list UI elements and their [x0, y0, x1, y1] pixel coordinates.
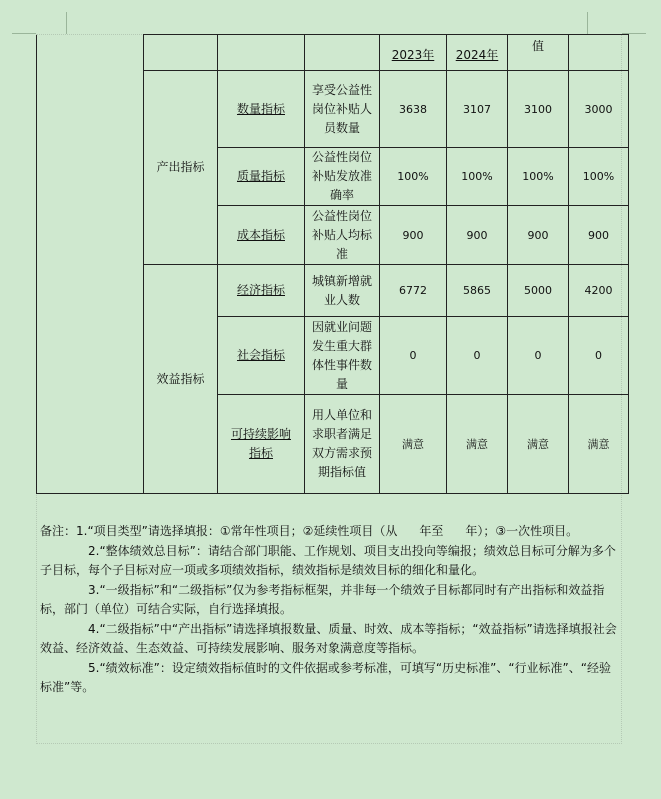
table-header-row: [37, 35, 629, 71]
header-target: 值: [508, 35, 569, 71]
value-target: 5000: [508, 265, 569, 317]
indicator-cell: 公益性岗位补贴发放准确率: [305, 148, 380, 206]
header-2024: 2024年: [447, 35, 508, 71]
indicator-cell: 公益性岗位补贴人均标准: [305, 206, 380, 265]
level2-cell: 社会指标: [218, 317, 305, 395]
indicator-cell: 用人单位和求职者满足双方需求预期指标值: [305, 395, 380, 494]
value-target: 100%: [508, 148, 569, 206]
indicator-cell: 因就业问题发生重大群体性事件数量: [305, 317, 380, 395]
indicator-cell: 城镇新增就业人数: [305, 265, 380, 317]
remark-1: 备注：1.“项目类型”请选择填报：①常年性项目；②延续性项目（从 年至 年）；③一次性项目。: [40, 524, 579, 538]
remark-5: 5.“绩效标准”：设定绩效指标值时的文件依据或参考标准，可填写“历史标准”、“行业标准”、“经验标准”等。: [40, 660, 611, 694]
value-2024: 900: [447, 206, 508, 265]
level2-cell: 数量指标: [218, 71, 305, 148]
value-cell: 100%: [569, 148, 629, 206]
value-cell: 4200: [569, 265, 629, 317]
value-2023: 100%: [380, 148, 447, 206]
header-cell: [305, 35, 380, 71]
crop-mark-right-vertical: [587, 12, 588, 34]
blank-side-cell: [37, 35, 144, 494]
value-target: 900: [508, 206, 569, 265]
value-2024: 100%: [447, 148, 508, 206]
value-2023: 0: [380, 317, 447, 395]
value-2023: 900: [380, 206, 447, 265]
header-2023: 2023年: [380, 35, 447, 71]
header-cell: [218, 35, 305, 71]
crop-mark-left-horizontal: [12, 33, 36, 34]
remarks-section: [40, 522, 620, 698]
indicator-cell: 享受公益性岗位补贴人员数量: [305, 71, 380, 148]
level2-cell: 经济指标: [218, 265, 305, 317]
header-cell: [569, 35, 629, 71]
level1-output: 产出指标: [144, 71, 218, 265]
value-2024: 3107: [447, 71, 508, 148]
level2-cell: 可持续影响指标: [218, 395, 305, 494]
value-cell: 3000: [569, 71, 629, 148]
remark-3: 3.“一级指标”和“二级指标”仅为参考指标框架，并非每一个绩效子目标都同时有产出指标和效益指标，部门（单位）可结合实际，自行选择填报。: [40, 582, 605, 616]
value-cell: 0: [569, 317, 629, 395]
level2-cell: 质量指标: [218, 148, 305, 206]
crop-mark-left-vertical: [66, 12, 67, 34]
level2-cell: 成本指标: [218, 206, 305, 265]
level1-benefit: 效益指标: [144, 265, 218, 494]
remark-2: 2.“整体绩效总目标”：请结合部门职能、工作规划、项目支出投向等编报；绩效总目标可分解为多个子目标，每个子目标对应一项或多项绩效指标，绩效指标是绩效目标的细化和量化。: [40, 543, 616, 577]
value-2024: 0: [447, 317, 508, 395]
value-2024: 5865: [447, 265, 508, 317]
value-cell: 满意: [569, 395, 629, 494]
value-target: 3100: [508, 71, 569, 148]
remark-4: 4.“二级指标”中“产出指标”请选择填报数量、质量、时效、成本等指标；“效益指标”请选择填报社会效益、经济效益、生态效益、可持续发展影响、服务对象满意度等指标。: [40, 621, 617, 655]
value-2023: 满意: [380, 395, 447, 494]
value-2023: 6772: [380, 265, 447, 317]
header-cell: [144, 35, 218, 71]
value-target: 0: [508, 317, 569, 395]
performance-indicator-table: [36, 34, 629, 494]
value-cell: 900: [569, 206, 629, 265]
value-2024: 满意: [447, 395, 508, 494]
value-2023: 3638: [380, 71, 447, 148]
value-target: 满意: [508, 395, 569, 494]
